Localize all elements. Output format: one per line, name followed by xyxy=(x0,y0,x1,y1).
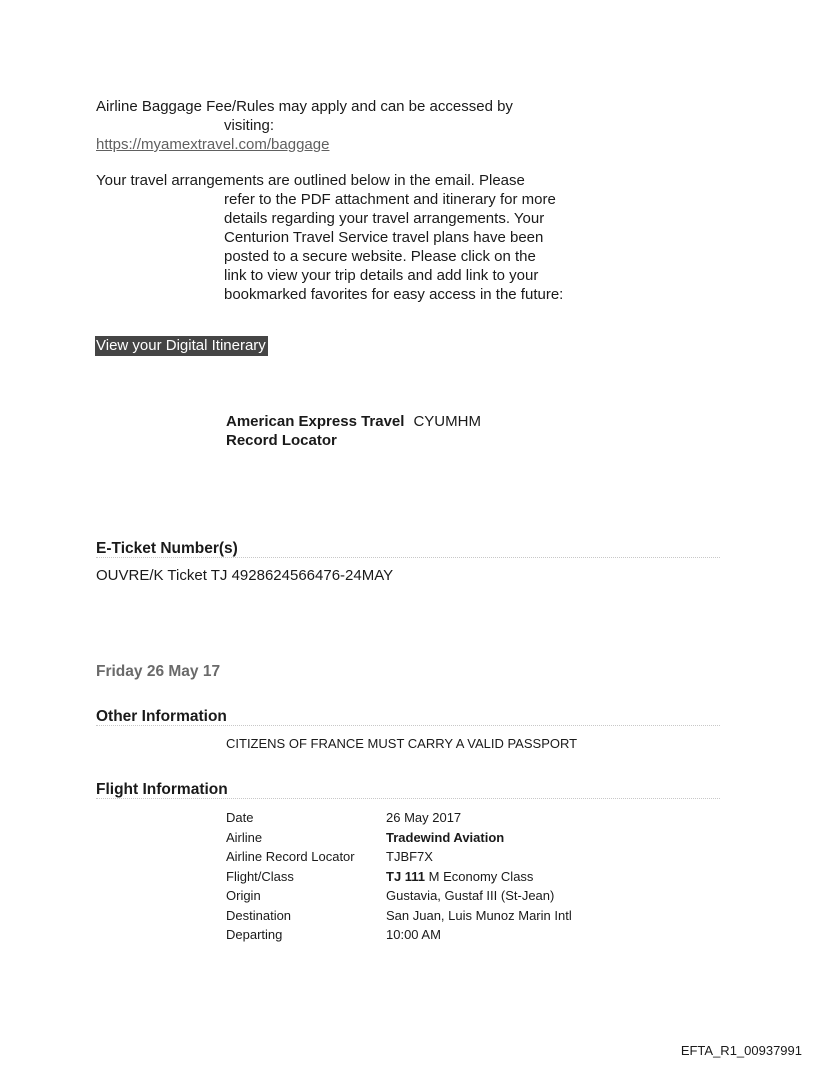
flight-info-heading: Flight Information xyxy=(96,781,228,798)
record-locator-label-line1: American Express Travel xyxy=(226,413,405,430)
flight-label-airline: Airline xyxy=(226,829,263,845)
eticket-entry: OUVRE/K Ticket TJ 4928624566476-24MAY xyxy=(96,567,394,584)
arrangements-line-1: Your travel arrangements are outlined below in the email. Please xyxy=(96,172,525,189)
record-locator-value: CYUMHM xyxy=(413,413,481,430)
view-digital-itinerary-button[interactable]: View your Digital Itinerary xyxy=(96,337,266,354)
flight-row-destination xyxy=(226,906,572,926)
baggage-notice xyxy=(96,97,513,154)
flight-value-date: 26 May 2017 xyxy=(386,810,462,825)
arrangements-line: link to view your trip details and add link to your xyxy=(224,267,539,284)
flight-row-airline xyxy=(226,828,572,848)
arrangements-line: bookmarked favorites for easy access in the future: xyxy=(224,286,564,303)
flight-row-origin xyxy=(226,886,572,906)
other-info-text: CITIZENS OF FRANCE MUST CARRY A VALID PASSPORT xyxy=(226,736,578,751)
flight-info-table xyxy=(226,808,572,945)
other-info-heading: Other Information xyxy=(96,708,227,725)
eticket-divider xyxy=(96,557,720,558)
flight-value-origin: Gustavia, Gustaf III (St-Jean) xyxy=(386,888,555,903)
flight-label-origin: Origin xyxy=(226,888,261,903)
baggage-text-line2: visiting: xyxy=(224,117,275,134)
other-info-divider xyxy=(96,725,720,726)
flight-number: TJ 111 xyxy=(386,868,426,884)
arrangements-line: Centurion Travel Service travel plans have been xyxy=(224,229,544,246)
document-id: EFTA_R1_00937991 xyxy=(680,1043,802,1058)
flight-label-flight-class: Flight/Class xyxy=(226,868,294,884)
flight-label-date: Date xyxy=(226,810,254,825)
flight-class: M Economy Class xyxy=(428,868,534,884)
flight-row-date xyxy=(226,808,572,828)
flight-value-destination: San Juan, Luis Munoz Marin Intl xyxy=(386,907,572,923)
flight-value-departing: 10:00 AM xyxy=(386,927,441,942)
date-header: Friday 26 May 17 xyxy=(96,663,221,680)
record-locator-block xyxy=(226,412,481,450)
flight-label-destination: Destination xyxy=(226,907,292,923)
arrangements-indented-block xyxy=(96,190,563,304)
baggage-text-line1: Airline Baggage Fee/Rules may apply and can be accessed by xyxy=(96,98,513,115)
arrangements-paragraph xyxy=(96,171,563,304)
flight-value-flight-class xyxy=(386,867,533,887)
arrangements-line: refer to the PDF attachment and itinerary for more xyxy=(224,191,556,208)
flight-row-departing xyxy=(226,925,572,945)
eticket-heading: E-Ticket Number(s) xyxy=(96,540,238,557)
arrangements-line: posted to a secure website. Please click on the xyxy=(224,248,536,265)
record-locator-label-line2: Record Locator xyxy=(226,432,337,449)
flight-value-airline: Tradewind Aviation xyxy=(386,829,505,845)
flight-label-record-locator: Airline Record Locator xyxy=(226,849,355,864)
flight-label-departing: Departing xyxy=(226,927,283,942)
arrangements-line: details regarding your travel arrangements. Your xyxy=(224,210,545,227)
flight-info-divider xyxy=(96,798,720,799)
flight-row-flight-class xyxy=(226,867,572,887)
baggage-link[interactable]: https://myamextravel.com/baggage xyxy=(96,136,330,153)
flight-value-record-locator: TJBF7X xyxy=(386,849,433,864)
flight-row-record-locator xyxy=(226,847,572,867)
